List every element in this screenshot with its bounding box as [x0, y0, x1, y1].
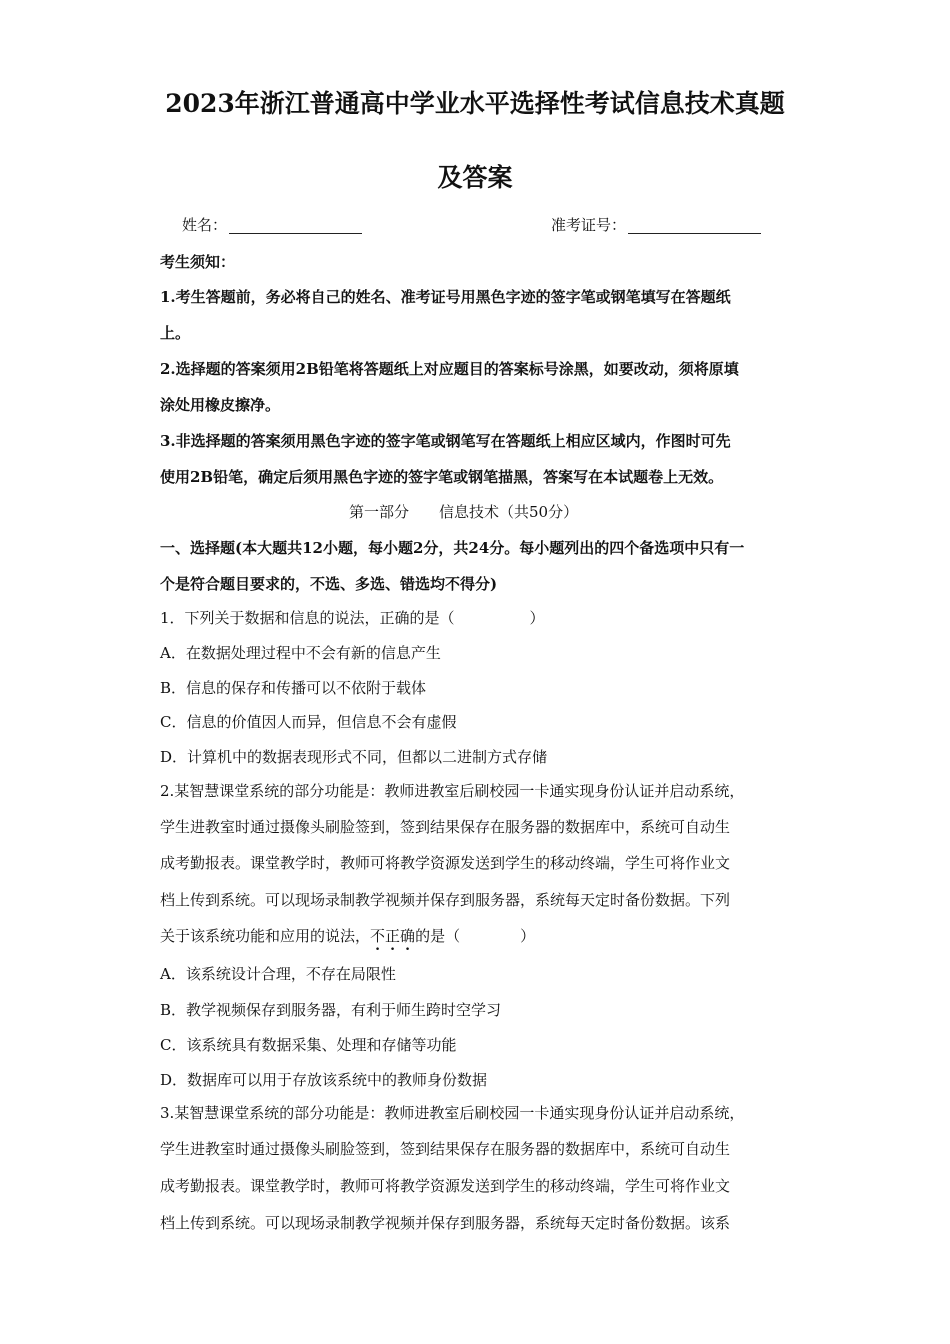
question-3-stem-line-3: 成考勤报表。课堂教学时，教师可将教学资源发送到学生的移动终端，学生可将作业文 — [160, 1177, 731, 1195]
exam-id-field — [551, 214, 761, 235]
notice-item-2-cont: 涂处用橡皮擦净。 — [160, 396, 281, 414]
question-2-option-a: A．该系统设计合理，不存在局限性 — [160, 965, 396, 983]
question-1-option-a: A．在数据处理过程中不会有新的信息产生 — [160, 644, 441, 662]
question-2-stem-line-5 — [160, 925, 535, 946]
page-title: 2023年浙江普通高中学业水平选择性考试信息技术真题 — [165, 89, 785, 118]
question-2-option-d: D．数据库可以用于存放该系统中的教师身份数据 — [160, 1071, 488, 1089]
emphasis-char: 正 — [385, 927, 401, 945]
question-2-stem-line-4: 档上传到系统。可以现场录制教学视频并保存到服务器，系统每天定时备份数据。下列 — [160, 891, 731, 909]
name-label: 姓名： — [182, 216, 228, 234]
question-2-option-c: C．该系统具有数据采集、处理和存储等功能 — [160, 1036, 457, 1054]
name-field — [182, 214, 362, 235]
notice-item-3: 3.非选择题的答案须用黑色字迹的签字笔或钢笔写在答题纸上相应区域内，作图时可先 — [160, 432, 731, 450]
question-1-option-d: D．计算机中的数据表现形式不同，但都以二进制方式存储 — [160, 748, 548, 766]
notice-item-1-cont: 上。 — [160, 324, 191, 342]
q2-stem-text-end: 的是（ ） — [415, 927, 536, 945]
question-2-option-b: B．教学视频保存到服务器，有利于师生跨时空学习 — [160, 1001, 502, 1019]
question-2-stem-line-2: 学生进教室时通过摄像头刷脸签到，签到结果保存在服务器的数据库中，系统可自动生 — [160, 818, 731, 836]
notice-item-3-cont: 使用2B铅笔，确定后须用黑色字迹的签字笔或钢笔描黑，答案写在本试题卷上无效。 — [160, 468, 724, 486]
section-heading: 一、选择题(本大题共12小题，每小题2分，共24分。每小题列出的四个备选项中只有一 — [160, 539, 745, 557]
question-1-option-b: B．信息的保存和传播可以不依附于载体 — [160, 679, 427, 697]
q2-stem-text: 关于该系统功能和应用的说法， — [160, 927, 371, 945]
notice-heading: 考生须知： — [160, 253, 236, 271]
page-title-continued: 及答案 — [437, 163, 513, 192]
name-blank — [229, 217, 362, 234]
question-1-stem: 1．下列关于数据和信息的说法，正确的是（ ） — [160, 609, 545, 627]
question-2-stem-line-1: 2.某智慧课堂系统的部分功能是：教师进教室后刷校园一卡通实现身份认证并启动系统， — [160, 782, 745, 800]
exam-id-blank — [628, 217, 761, 234]
question-2-stem-line-3: 成考勤报表。课堂教学时，教师可将教学资源发送到学生的移动终端，学生可将作业文 — [160, 854, 731, 872]
emphasis-char: 不 — [370, 927, 386, 945]
part-heading: 第一部分 信息技术（共50分） — [349, 503, 579, 521]
exam-id-label: 准考证号： — [551, 216, 627, 234]
section-heading-cont: 个是符合题目要求的，不选、多选、错选均不得分) — [160, 575, 498, 593]
notice-item-1: 1.考生答题前，务必将自己的姓名、准考证号用黑色字迹的签字笔或钢笔填写在答题纸 — [160, 288, 731, 306]
question-3-stem-line-1: 3.某智慧课堂系统的部分功能是：教师进教室后刷校园一卡通实现身份认证并启动系统， — [160, 1104, 745, 1122]
question-3-stem-line-4: 档上传到系统。可以现场录制教学视频并保存到服务器，系统每天定时备份数据。该系 — [160, 1214, 731, 1232]
notice-item-2: 2.选择题的答案须用2B铅笔将答题纸上对应题目的答案标号涂黑，如要改动，须将原填 — [160, 360, 739, 378]
question-3-stem-line-2: 学生进教室时通过摄像头刷脸签到，签到结果保存在服务器的数据库中，系统可自动生 — [160, 1140, 731, 1158]
emphasis-char: 确 — [400, 927, 416, 945]
question-1-option-c: C．信息的价值因人而异，但信息不会有虚假 — [160, 713, 457, 731]
